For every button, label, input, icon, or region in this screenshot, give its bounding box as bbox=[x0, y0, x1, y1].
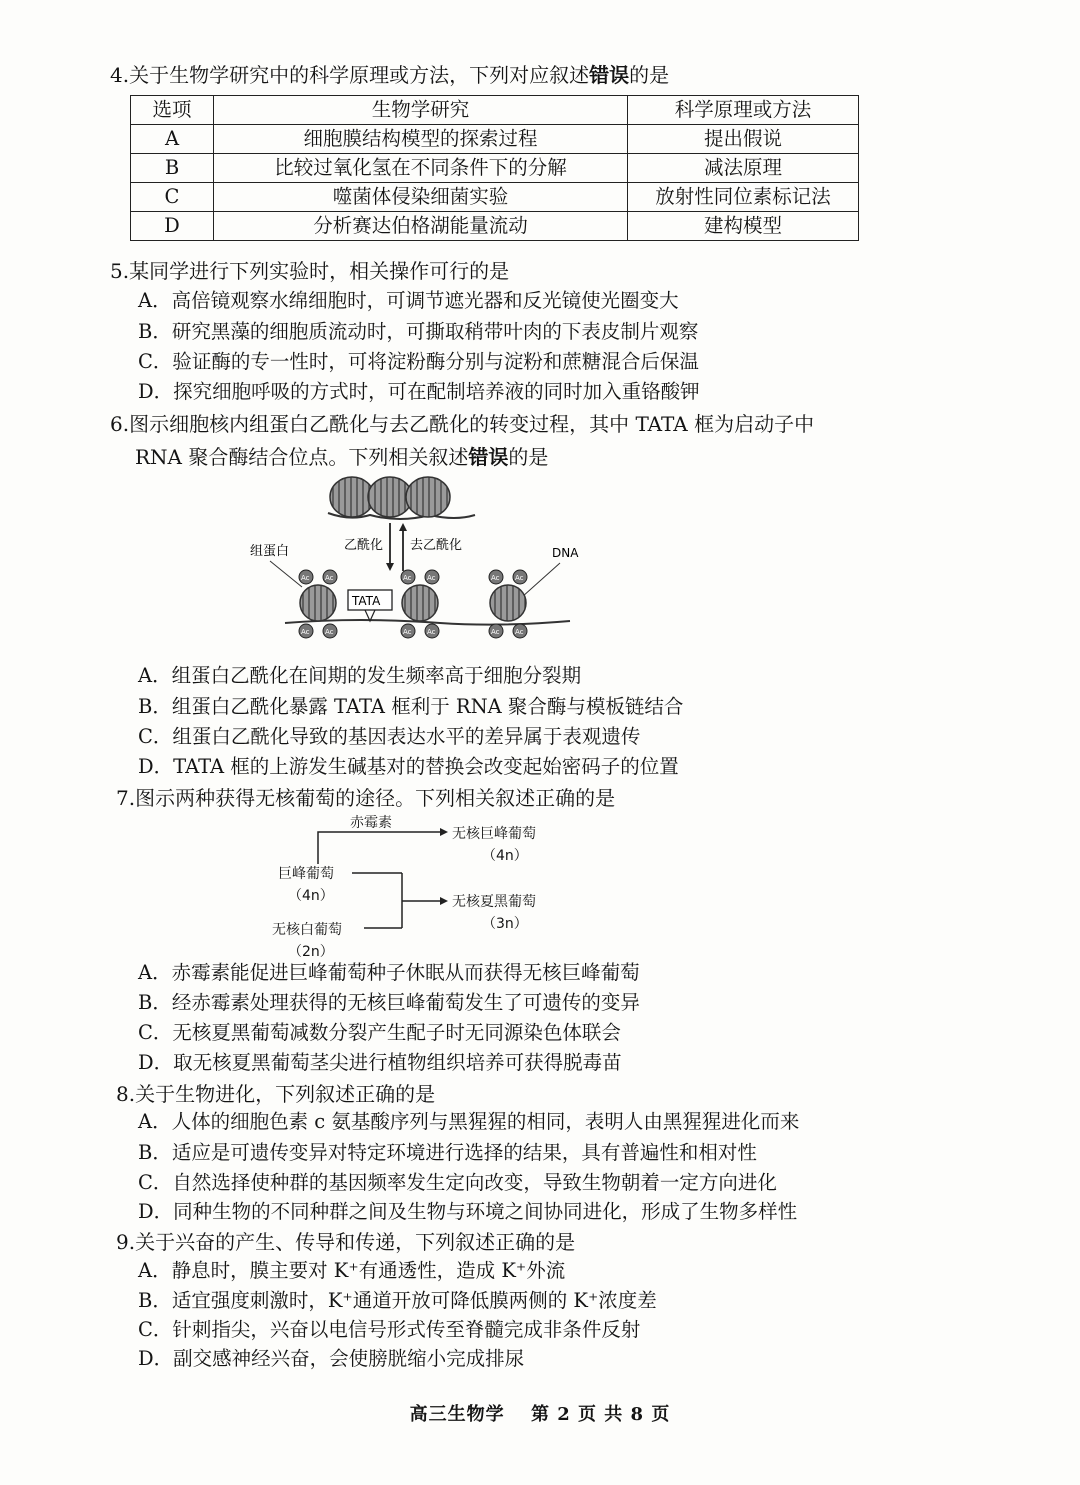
acetyl-group-label: Ac bbox=[515, 628, 524, 636]
q7-stem: 7.图示两种获得无核葡萄的途径。下列相关叙述正确的是 bbox=[116, 786, 616, 810]
histone-label: 组蛋白 bbox=[250, 544, 290, 559]
q8-option-b: B．适应是可遗传变异对特定环境进行选择的结果，具有普遍性和相对性 bbox=[138, 1141, 757, 1164]
q8-option-a: A．人体的细胞色素 c 氨基酸序列与黑猩猩的相同，表明人由黑猩猩进化而来 bbox=[138, 1110, 800, 1133]
acetyl-group-label: Ac bbox=[403, 574, 412, 582]
q7-option-a: A．赤霉素能促进巨峰葡萄种子休眠从而获得无核巨峰葡萄 bbox=[138, 961, 640, 984]
q6-option-a: A．组蛋白乙酰化在间期的发生频率高于细胞分裂期 bbox=[138, 664, 582, 687]
acetyl-group-label: Ac bbox=[491, 574, 500, 582]
q7-option-d: D．取无核夏黑葡萄茎尖进行植物组织培养可获得脱毒苗 bbox=[138, 1051, 622, 1074]
table-cell: 减法原理 bbox=[628, 154, 859, 183]
acetyl-group-label: Ac bbox=[491, 628, 500, 636]
q8-option-d: D．同种生物的不同种群之间及生物与环境之间协同进化，形成了生物多样性 bbox=[138, 1200, 798, 1223]
acetyl-group-label: Ac bbox=[301, 628, 310, 636]
table-row bbox=[131, 183, 859, 212]
table-cell: B bbox=[131, 154, 214, 183]
q5-stem: 5.某同学进行下列实验时，相关操作可行的是 bbox=[110, 259, 510, 283]
q5-option-a: A．高倍镜观察水绵细胞时，可调节遮光器和反光镜使光圈变大 bbox=[138, 289, 679, 312]
dna-label: DNA bbox=[552, 546, 579, 560]
seedless-grape-flow-diagram bbox=[260, 810, 580, 960]
acetyl-group-label: Ac bbox=[325, 628, 334, 636]
seedless-xiahei-ploidy: （3n） bbox=[482, 916, 528, 932]
q6-option-b: B．组蛋白乙酰化暴露 TATA 框利于 RNA 聚合酶与模板链结合 bbox=[138, 695, 684, 718]
acetyl-group-label: Ac bbox=[427, 574, 436, 582]
table-row bbox=[131, 125, 859, 154]
gibberellin-path-line bbox=[318, 832, 442, 864]
table-cell: D bbox=[131, 212, 214, 241]
deacetylation-label: 去乙酰化 bbox=[410, 538, 463, 553]
q5-option-c: C．验证酶的专一性时，可将淀粉酶分别与淀粉和蔗糖混合后保温 bbox=[138, 350, 699, 373]
acetyl-group-label: Ac bbox=[403, 628, 412, 636]
table-cell: 建构模型 bbox=[628, 212, 859, 241]
q5-option-b: B．研究黑藻的细胞质流动时，可撕取稍带叶肉的下表皮制片观察 bbox=[138, 320, 699, 343]
histone-acetylation-figure bbox=[240, 475, 600, 650]
tata-box bbox=[348, 590, 392, 621]
table-cell: A bbox=[131, 125, 214, 154]
q7-option-b: B．经赤霉素处理获得的无核巨峰葡萄发生了可遗传的变异 bbox=[138, 991, 640, 1014]
q6-option-c: C．组蛋白乙酰化导致的基因表达水平的差异属于表观遗传 bbox=[138, 725, 641, 748]
acetylation-label: 乙酰化 bbox=[344, 538, 384, 553]
q4-stem: 4.关于生物学研究中的科学原理或方法，下列对应叙述错误的是 bbox=[110, 63, 670, 87]
table-row bbox=[131, 212, 859, 241]
q9-stem: 9.关于兴奋的产生、传导和传递，下列叙述正确的是 bbox=[116, 1230, 576, 1254]
table-header-cell: 生物学研究 bbox=[214, 96, 628, 125]
table-cell: 提出假说 bbox=[628, 125, 859, 154]
q9-option-b: B．适宜强度刺激时，K⁺通道开放可降低膜两侧的 K⁺浓度差 bbox=[138, 1289, 657, 1312]
jufeng-ploidy: （4n） bbox=[288, 888, 334, 904]
compact-chromatin bbox=[328, 477, 475, 519]
table-cell: 分析赛达伯格湖能量流动 bbox=[214, 212, 628, 241]
page-footer: 高三生物学 第 2 页 共 8 页 bbox=[409, 1404, 671, 1425]
acetyl-group-label: Ac bbox=[325, 574, 334, 582]
white-grape-label: 无核白葡萄 bbox=[272, 922, 342, 938]
table-row bbox=[131, 154, 859, 183]
table-header-cell: 科学原理或方法 bbox=[628, 96, 859, 125]
table-header-cell: 选项 bbox=[131, 96, 214, 125]
acetyl-group-label: Ac bbox=[515, 574, 524, 582]
seedless-jufeng-label: 无核巨峰葡萄 bbox=[452, 826, 536, 842]
table-cell: 噬菌体侵染细菌实验 bbox=[214, 183, 628, 212]
seedless-xiahei-label: 无核夏黑葡萄 bbox=[452, 894, 536, 910]
q8-option-c: C．自然选择使种群的基因频率发生定向改变，导致生物朝着一定方向进化 bbox=[138, 1171, 777, 1194]
q9-option-d: D．副交感神经兴奋，会使膀胱缩小完成排尿 bbox=[138, 1347, 525, 1370]
table-cell: 放射性同位素标记法 bbox=[628, 183, 859, 212]
q8-stem: 8.关于生物进化，下列叙述正确的是 bbox=[116, 1082, 436, 1106]
table-cell: 比较过氧化氢在不同条件下的分解 bbox=[214, 154, 628, 183]
acetyl-group-label: Ac bbox=[301, 574, 310, 582]
acetyl-group-label: Ac bbox=[427, 628, 436, 636]
white-grape-ploidy: （2n） bbox=[288, 944, 334, 960]
gibberellin-label: 赤霉素 bbox=[350, 815, 392, 831]
q9-option-c: C．针刺指尖，兴奋以电信号形式传至脊髓完成非条件反射 bbox=[138, 1318, 641, 1341]
table-cell: 细胞膜结构模型的探索过程 bbox=[214, 125, 628, 154]
q6-option-d: D．TATA 框的上游发生碱基对的替换会改变起始密码子的位置 bbox=[138, 755, 679, 778]
q5-option-d: D．探究细胞呼吸的方式时，可在配制培养液的同时加入重铬酸钾 bbox=[138, 380, 700, 403]
tata-label: TATA bbox=[352, 594, 381, 608]
jufeng-label: 巨峰葡萄 bbox=[278, 866, 334, 882]
table-cell: C bbox=[131, 183, 214, 212]
q6-stem-line2: RNA 聚合酶结合位点。下列相关叙述错误的是 bbox=[135, 445, 549, 469]
seedless-jufeng-ploidy: （4n） bbox=[482, 848, 528, 864]
q4-table bbox=[130, 95, 859, 241]
q9-option-a: A．静息时，膜主要对 K⁺有通透性，造成 K⁺外流 bbox=[138, 1259, 566, 1282]
q6-stem-line1: 6.图示细胞核内组蛋白乙酰化与去乙酰化的转变过程，其中 TATA 框为启动子中 bbox=[110, 412, 815, 436]
table-header-row bbox=[131, 96, 859, 125]
q7-option-c: C．无核夏黑葡萄减数分裂产生配子时无同源染色体联会 bbox=[138, 1021, 621, 1044]
